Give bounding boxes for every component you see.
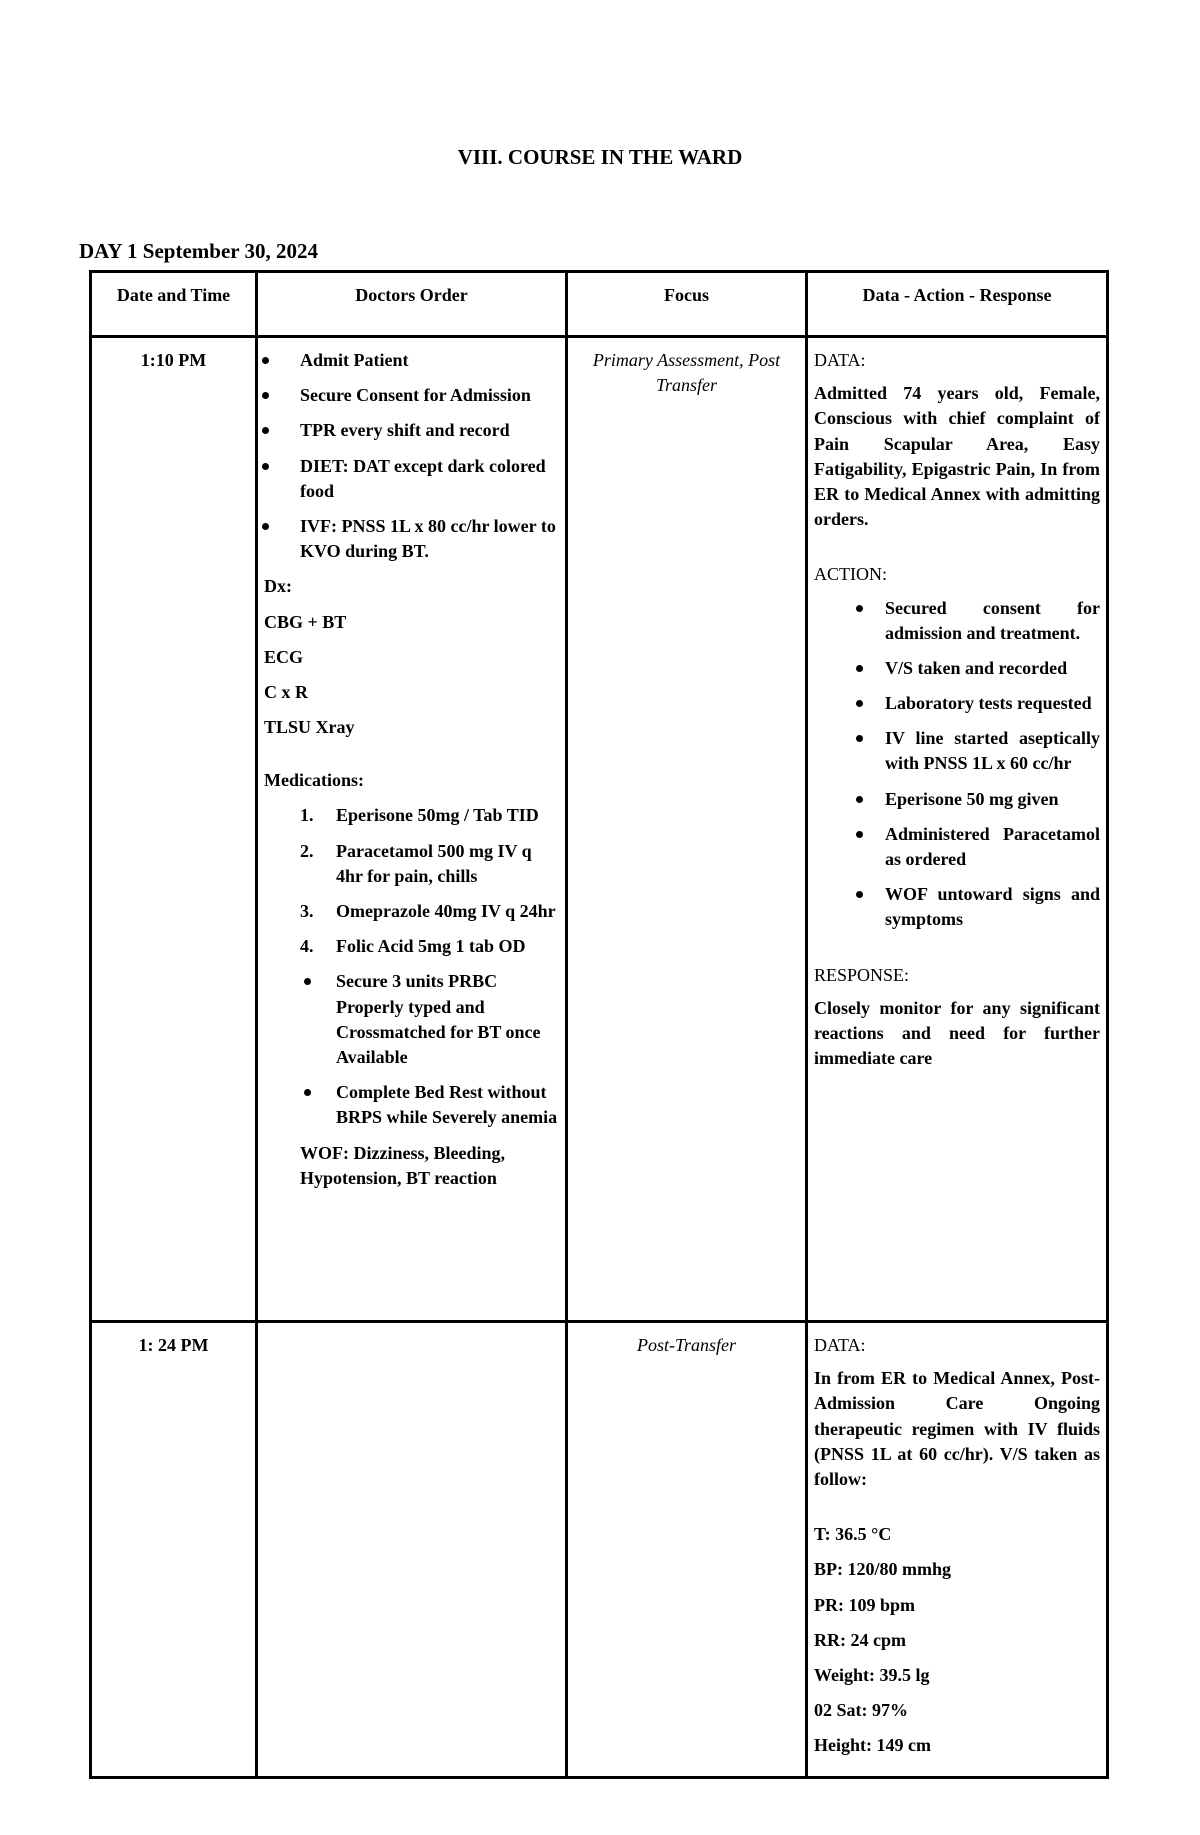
data-label: DATA: — [814, 1335, 866, 1355]
action-item: WOF untoward signs and symptoms — [814, 882, 1100, 932]
dx-item: TLSU Xray — [264, 717, 355, 738]
vital-signs — [814, 1522, 1100, 1758]
course-in-ward-table — [89, 270, 1109, 1779]
dx-item: CBG + BT — [264, 611, 347, 632]
medication-item: 2. Paracetamol 500 mg IV q 4hr for pain, chills — [300, 840, 532, 886]
doctors-order-cell — [257, 337, 567, 1322]
dar-cell — [807, 1322, 1108, 1778]
document-title: VIII. COURSE IN THE WARD — [457, 145, 743, 169]
action-item: Secured consent for admission and treatment. — [814, 596, 1100, 646]
vital-item: Weight: 39.5 lg — [814, 1664, 930, 1685]
medications-list — [264, 803, 559, 959]
other-order-item: Complete Bed Rest without BRPS while Severely anemia — [264, 1080, 559, 1130]
medication-item: 3. Omeprazole 40mg IV q 24hr — [300, 901, 556, 921]
response-text: Closely monitor for any significant reactions and need for further immediate care — [814, 997, 1100, 1069]
data-text: Admitted 74 years old, Female, Conscious with chief complaint of Pain Scapular Area, Easy Fatigability, Epigastric Pain, In from ER to Medical Annex with admitting orders. — [814, 383, 1100, 530]
dar-cell — [807, 337, 1108, 1322]
table-row — [91, 1322, 1108, 1778]
dx-label: Dx: — [264, 576, 292, 597]
medication-item: 4. Folic Acid 5mg 1 tab OD — [300, 936, 526, 957]
wof-note: WOF: Dizziness, Bleeding, Hypotension, BT reaction — [300, 1142, 505, 1188]
table-header-row — [91, 272, 1108, 337]
response-label: RESPONSE: — [814, 964, 910, 985]
dx-item: ECG — [264, 646, 304, 667]
row-time: 1: 24 PM — [91, 1322, 257, 1778]
doctors-order-cell-empty — [257, 1322, 567, 1778]
vital-item: BP: 120/80 mmhg — [814, 1559, 951, 1580]
order-item: DIET: DAT except dark colored food — [264, 454, 559, 504]
row-time: 1:10 PM — [91, 337, 257, 1322]
header-date-time: Date and Time — [91, 272, 257, 337]
vital-item: Height: 149 cm — [814, 1735, 931, 1756]
action-item: V/S taken and recorded — [814, 656, 1100, 681]
vital-item: T: 36.5 °C — [814, 1524, 892, 1545]
table-row — [91, 337, 1108, 1322]
order-item: TPR every shift and record — [264, 418, 559, 443]
header-dar: Data - Action - Response — [807, 272, 1108, 337]
header-focus: Focus — [567, 272, 807, 337]
data-label: DATA: — [814, 350, 866, 370]
dx-item: C x R — [264, 681, 308, 702]
orders-list — [264, 348, 559, 564]
actions-list — [814, 596, 1100, 933]
header-doctors-order: Doctors Order — [257, 272, 567, 337]
focus-cell: Primary Assessment, Post Transfer — [567, 337, 807, 1322]
order-item: Secure Consent for Admission — [264, 383, 559, 408]
data-text: In from ER to Medical Annex, Post-Admission Care Ongoing therapeutic regimen with IV fluids (PNSS 1L at 60 cc/hr). V/S taken as follow: — [814, 1368, 1100, 1489]
action-item: IV line started aseptically with PNSS 1L x 60 cc/hr — [814, 726, 1100, 776]
medications-label: Medications: — [264, 770, 364, 791]
focus-cell: Post-Transfer — [567, 1322, 807, 1778]
day-heading: DAY 1 September 30, 2024 — [79, 239, 318, 263]
action-item: Administered Paracetamol as ordered — [814, 822, 1100, 872]
other-order-item: Secure 3 units PRBC Properly typed and Crossmatched for BT once Available — [264, 969, 559, 1070]
action-label: ACTION: — [814, 564, 887, 585]
vital-item: RR: 24 cpm — [814, 1629, 906, 1650]
action-item: Eperisone 50 mg given — [814, 787, 1100, 812]
vital-item: PR: 109 bpm — [814, 1594, 916, 1615]
order-item: Admit Patient — [264, 348, 559, 373]
vital-item: 02 Sat: 97% — [814, 1700, 908, 1721]
action-item: Laboratory tests requested — [814, 691, 1100, 716]
medication-item: 1. Eperisone 50mg / Tab TID — [300, 805, 539, 826]
order-item: IVF: PNSS 1L x 80 cc/hr lower to KVO during BT. — [264, 514, 559, 564]
other-orders-list — [264, 969, 559, 1130]
